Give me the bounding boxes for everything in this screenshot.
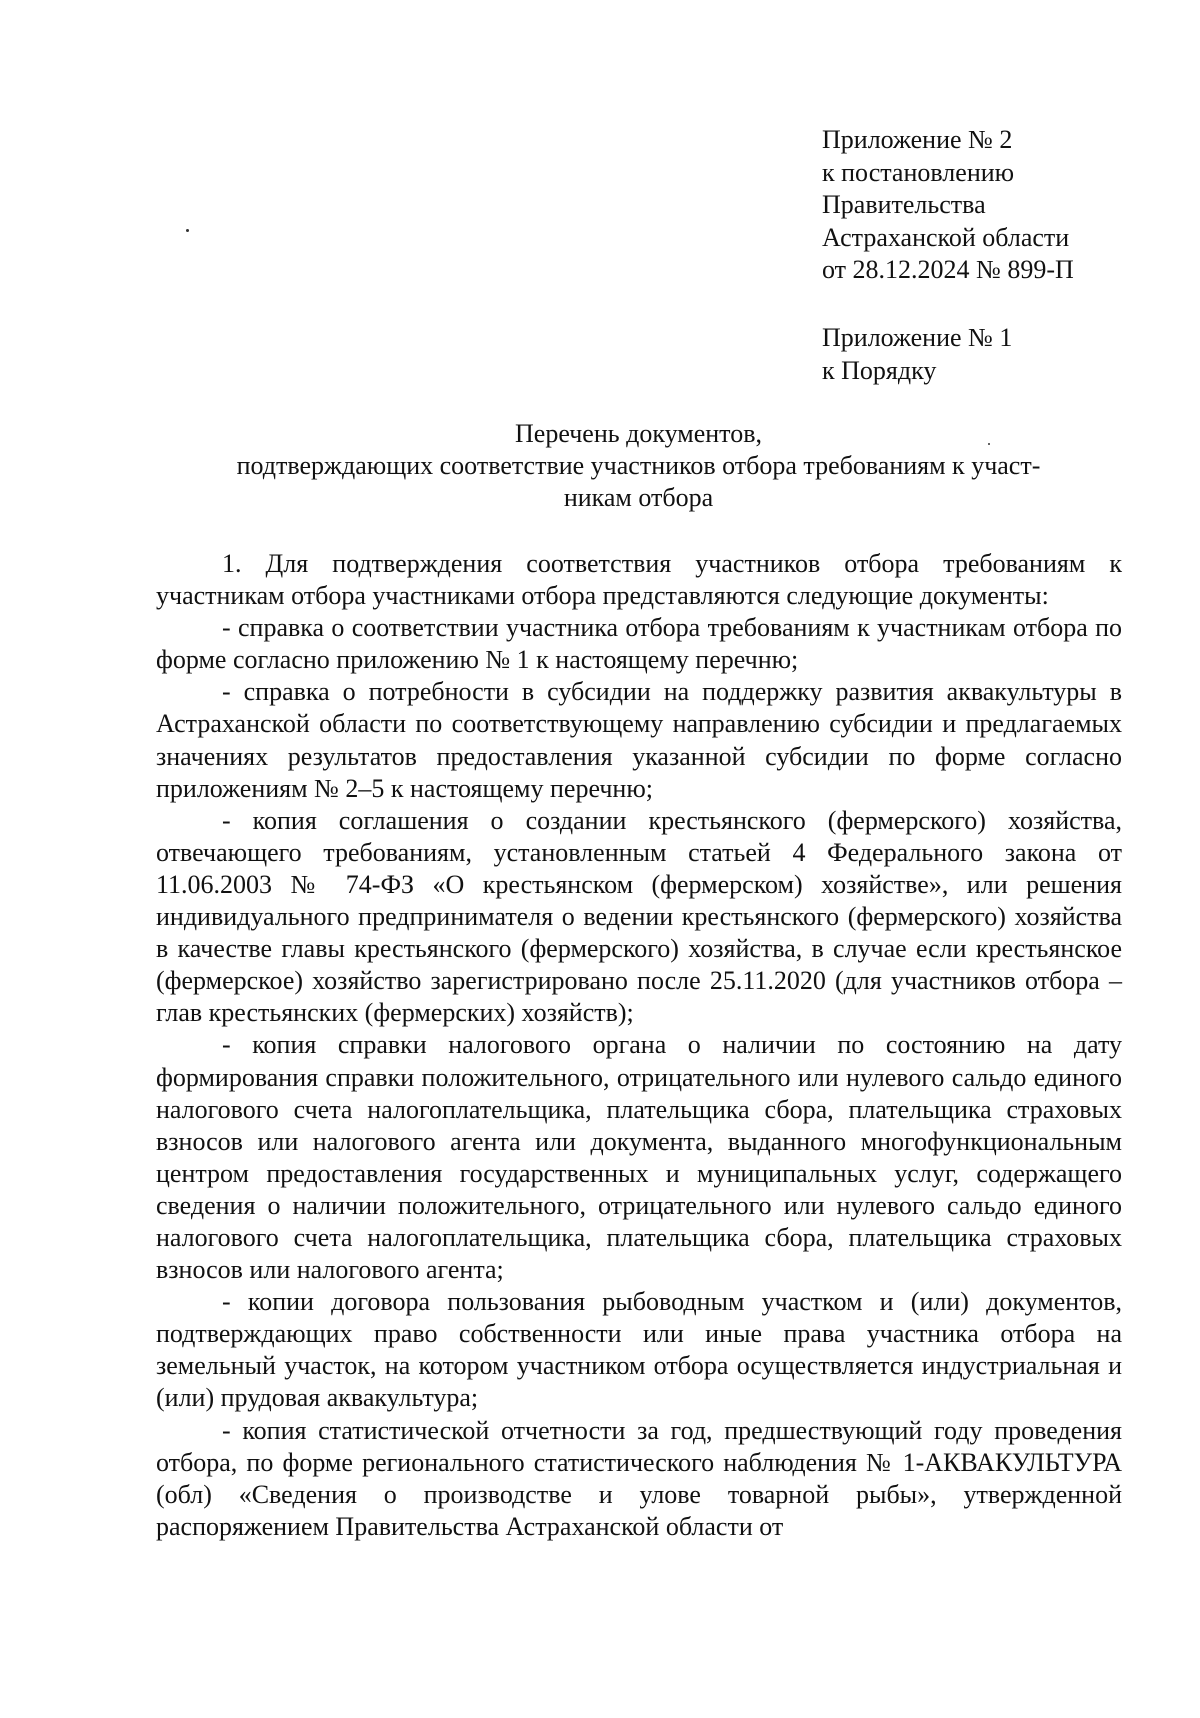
paragraph: 1. Для подтверждения соответствия участников отбора требованиям к участникам отбора участниками отбора представляются следующие документы: (156, 549, 1122, 611)
list-item: - копия справки налогового органа о наличии по состоянию на дату формирования справки положительного, отрицательного или нулевого сальдо единого налогового счета налогоплательщика, плательщика сбора, плательщика страховых взносов или налогового агента или документа, выданного многофункциональным центром предоставления государственных и муниципальных услуг, содержащего сведения о наличии положительного, отрицательного или нулевого сальдо единого налогового счета налогоплательщика, плательщика сбора, плательщика страховых взносов или налогового агента; (156, 1030, 1122, 1285)
appendix-line: Правительства (822, 190, 986, 219)
appendix-line: от 28.12.2024 № 899-П (822, 255, 1074, 284)
list-item: - копия статистической отчетности за год, предшествующий году проведения отбора, по форме регионального статистического наблюдения № 1-АКВАКУЛЬТУРА (обл) «Сведения о производстве и улове товарной рыбы», утвержденной распоряжением Правительства Астраханской области от (156, 1415, 1122, 1541)
document-title (156, 418, 1121, 514)
title-line: никам отбора (563, 483, 714, 512)
appendix-order-header (822, 322, 1012, 387)
appendix-line: Приложение № 2 (822, 125, 1013, 154)
appendix-line: Приложение № 1 (822, 323, 1013, 352)
list-item: - копия соглашения о создании крестьянского (фермерского) хозяйства, отвечающего требованиям, установленным статьей 4 Федерального закона от 11.06.2003 № 74-ФЗ «О крестьянском (фермерском) хозяйстве», или решения индивидуального предпринимателя о ведении крестьянского (фермерского) хозяйства в качестве главы крестьянского (фермерского) хозяйства, в случае если крестьянское (фермерское) хозяйство зарегистрировано после 25.11.2020 (для участников отбора – глав крестьянских (фермерских) хозяйств); (156, 805, 1122, 1028)
list-item: - справка о потребности в субсидии на поддержку развития аквакультуры в Астраханской области по соответствующему направлению субсидии и предлагаемых значениях результатов предоставления указанной субсидии по форме согласно приложениям № 2–5 к настоящему перечню; (156, 677, 1122, 803)
appendix-header (822, 124, 1074, 287)
appendix-line: к Порядку (822, 355, 937, 385)
appendix-line: Астраханской области (822, 222, 1070, 252)
appendix-line: к постановлению (822, 157, 1015, 187)
list-item: - копии договора пользования рыбоводным участком и (или) документов, подтверждающих право собственности или иные права участника отбора на земельный участок, на котором участником отбора осуществляется индустриальная и (или) прудовая аквакультура; (156, 1287, 1122, 1413)
title-line: подтверждающих соответствие участников отбора требованиям к участ- (236, 451, 1041, 480)
list-item: - справка о соответствии участника отбора требованиям к участникам отбора по форме согласно приложению № 1 к настоящему перечню; (156, 613, 1122, 675)
title-line: Перечень документов, (515, 419, 762, 448)
scan-speck (186, 229, 189, 232)
document-body (156, 548, 1122, 1543)
